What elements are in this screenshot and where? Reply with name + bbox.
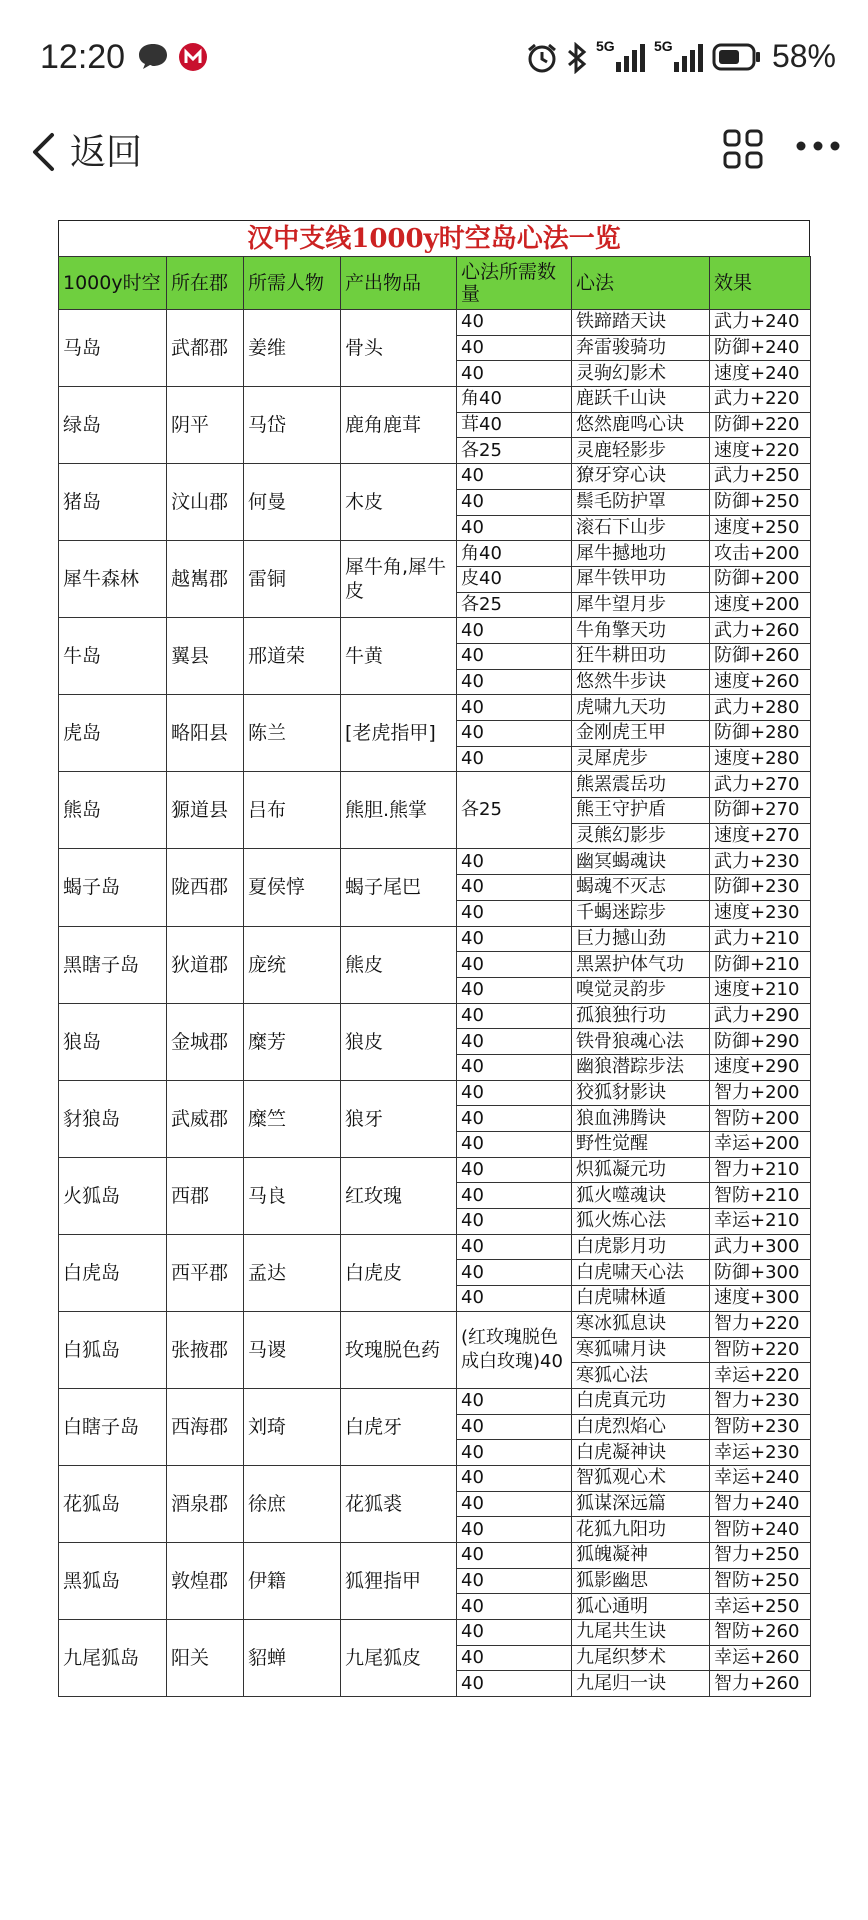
effect-cell: 智防+220 bbox=[710, 1337, 811, 1363]
quantity-cell: 40 bbox=[457, 1645, 572, 1671]
effect-cell: 武力+230 bbox=[710, 849, 811, 875]
table-row bbox=[59, 849, 811, 875]
skill-cell: 白虎凝神诀 bbox=[572, 1440, 710, 1466]
effect-cell: 防御+280 bbox=[710, 721, 811, 747]
skill-cell: 狂牛耕田功 bbox=[572, 643, 710, 669]
island-cell: 猪岛 bbox=[59, 464, 167, 541]
skill-cell: 犀牛撼地功 bbox=[572, 541, 710, 567]
quantity-cell: 40 bbox=[457, 1234, 572, 1260]
effect-cell: 防御+230 bbox=[710, 875, 811, 901]
quantity-cell: 40 bbox=[457, 361, 572, 387]
person-cell: 马谡 bbox=[244, 1311, 341, 1388]
bluetooth-icon bbox=[566, 42, 588, 74]
table-header-row bbox=[59, 257, 811, 310]
item-cell: 木皮 bbox=[341, 464, 457, 541]
county-cell: 翼县 bbox=[167, 618, 244, 695]
person-cell: 吕布 bbox=[244, 772, 341, 849]
skill-cell: 寒狐啸月诀 bbox=[572, 1337, 710, 1363]
effect-cell: 速度+230 bbox=[710, 900, 811, 926]
county-cell: 越嶲郡 bbox=[167, 541, 244, 618]
item-cell: 狼牙 bbox=[341, 1080, 457, 1157]
skill-cell: 花狐九阳功 bbox=[572, 1517, 710, 1543]
table-row bbox=[59, 618, 811, 644]
table-row bbox=[59, 1003, 811, 1029]
table-row bbox=[59, 1311, 811, 1337]
quantity-cell: 40 bbox=[457, 1440, 572, 1466]
skill-cell: 奔雷骏骑功 bbox=[572, 335, 710, 361]
table-row bbox=[59, 1234, 811, 1260]
mini-program-icon[interactable] bbox=[722, 128, 764, 170]
quantity-cell: 40 bbox=[457, 926, 572, 952]
item-cell: 牛黄 bbox=[341, 618, 457, 695]
battery-icon bbox=[712, 42, 762, 72]
county-cell: 敦煌郡 bbox=[167, 1543, 244, 1620]
island-cell: 花狐岛 bbox=[59, 1465, 167, 1542]
table-row bbox=[59, 695, 811, 721]
person-cell: 雷铜 bbox=[244, 541, 341, 618]
quantity-cell: 40 bbox=[457, 1620, 572, 1646]
effect-cell: 速度+240 bbox=[710, 361, 811, 387]
skill-cell: 灵驹幻影术 bbox=[572, 361, 710, 387]
quantity-cell: 40 bbox=[457, 1209, 572, 1235]
table-row bbox=[59, 772, 811, 798]
quantity-cell: 40 bbox=[457, 1132, 572, 1158]
quantity-cell: 40 bbox=[457, 1517, 572, 1543]
skill-cell: 熊王守护盾 bbox=[572, 798, 710, 824]
skill-cell: 寒冰狐息诀 bbox=[572, 1311, 710, 1337]
county-cell: 汶山郡 bbox=[167, 464, 244, 541]
county-cell: 狄道郡 bbox=[167, 926, 244, 1003]
header-county: 所在郡 bbox=[167, 257, 244, 310]
effect-cell: 速度+300 bbox=[710, 1286, 811, 1312]
skill-cell: 白虎影月功 bbox=[572, 1234, 710, 1260]
island-cell: 豺狼岛 bbox=[59, 1080, 167, 1157]
effect-cell: 智防+210 bbox=[710, 1183, 811, 1209]
quantity-cell: 40 bbox=[457, 1414, 572, 1440]
effect-cell: 防御+290 bbox=[710, 1029, 811, 1055]
person-cell: 孟达 bbox=[244, 1234, 341, 1311]
skill-cell: 獠牙穿心诀 bbox=[572, 464, 710, 490]
quantity-cell: 茸40 bbox=[457, 412, 572, 438]
island-cell: 牛岛 bbox=[59, 618, 167, 695]
effect-cell: 速度+260 bbox=[710, 669, 811, 695]
quantity-cell: 角40 bbox=[457, 541, 572, 567]
skill-cell: 九尾织梦术 bbox=[572, 1645, 710, 1671]
quantity-cell: 40 bbox=[457, 618, 572, 644]
quantity-cell: 角40 bbox=[457, 387, 572, 413]
skill-cell: 狼血沸腾诀 bbox=[572, 1106, 710, 1132]
header-effect: 效果 bbox=[710, 257, 811, 310]
table-row bbox=[59, 1620, 811, 1646]
effect-cell: 速度+200 bbox=[710, 592, 811, 618]
quantity-cell: 40 bbox=[457, 1054, 572, 1080]
island-cell: 火狐岛 bbox=[59, 1157, 167, 1234]
skill-cell: 嗅觉灵韵步 bbox=[572, 977, 710, 1003]
skill-cell: 灵犀虎步 bbox=[572, 746, 710, 772]
person-cell: 邢道荣 bbox=[244, 618, 341, 695]
status-bar bbox=[0, 0, 868, 110]
effect-cell: 攻击+200 bbox=[710, 541, 811, 567]
island-cell: 狼岛 bbox=[59, 1003, 167, 1080]
effect-cell: 武力+240 bbox=[710, 310, 811, 336]
skill-cell: 黑罴护体气功 bbox=[572, 952, 710, 978]
county-cell: 陇西郡 bbox=[167, 849, 244, 926]
quantity-cell: 40 bbox=[457, 464, 572, 490]
county-cell: 酒泉郡 bbox=[167, 1465, 244, 1542]
skill-cell: 寒狐心法 bbox=[572, 1363, 710, 1389]
table-row bbox=[59, 1543, 811, 1569]
quantity-cell: 40 bbox=[457, 669, 572, 695]
skill-cell: 铁蹄踏天诀 bbox=[572, 310, 710, 336]
skill-cell: 智狐观心术 bbox=[572, 1465, 710, 1491]
quantity-cell: 40 bbox=[457, 1388, 572, 1414]
effect-cell: 智防+250 bbox=[710, 1568, 811, 1594]
skill-cell: 蝎魂不灭志 bbox=[572, 875, 710, 901]
skill-cell: 铁骨狼魂心法 bbox=[572, 1029, 710, 1055]
effect-cell: 智力+250 bbox=[710, 1543, 811, 1569]
skill-cell: 狡狐豺影诀 bbox=[572, 1080, 710, 1106]
effect-cell: 速度+290 bbox=[710, 1054, 811, 1080]
skill-cell: 九尾共生诀 bbox=[572, 1620, 710, 1646]
skill-table-image bbox=[58, 220, 810, 1697]
quantity-cell: 40 bbox=[457, 875, 572, 901]
island-cell: 马岛 bbox=[59, 310, 167, 387]
table-title: 汉中支线1000y时空岛心法一览 bbox=[58, 220, 810, 256]
item-cell: 狼皮 bbox=[341, 1003, 457, 1080]
person-cell: 陈兰 bbox=[244, 695, 341, 772]
skill-cell: 灵熊幻影步 bbox=[572, 823, 710, 849]
effect-cell: 速度+270 bbox=[710, 823, 811, 849]
skill-table bbox=[58, 256, 811, 1697]
effect-cell: 防御+240 bbox=[710, 335, 811, 361]
skill-cell: 幽冥蝎魂诀 bbox=[572, 849, 710, 875]
effect-cell: 智力+240 bbox=[710, 1491, 811, 1517]
item-cell: 熊胆.熊掌 bbox=[341, 772, 457, 849]
quantity-cell: 40 bbox=[457, 977, 572, 1003]
network-type-2: 5G bbox=[654, 38, 673, 54]
effect-cell: 防御+200 bbox=[710, 566, 811, 592]
quantity-cell: 40 bbox=[457, 1106, 572, 1132]
battery-percentage: 58% bbox=[771, 38, 836, 74]
quantity-cell: 40 bbox=[457, 1260, 572, 1286]
quantity-cell: 皮40 bbox=[457, 566, 572, 592]
skill-cell: 白虎啸林遁 bbox=[572, 1286, 710, 1312]
county-cell: 武都郡 bbox=[167, 310, 244, 387]
county-cell: 西郡 bbox=[167, 1157, 244, 1234]
item-cell: 红玫瑰 bbox=[341, 1157, 457, 1234]
island-cell: 白瞎子岛 bbox=[59, 1388, 167, 1465]
skill-cell: 狐谋深远篇 bbox=[572, 1491, 710, 1517]
effect-cell: 智力+230 bbox=[710, 1388, 811, 1414]
header-quantity: 心法所需数量 bbox=[457, 257, 572, 310]
skill-cell: 金刚虎王甲 bbox=[572, 721, 710, 747]
skill-cell: 孤狼独行功 bbox=[572, 1003, 710, 1029]
quantity-cell: 40 bbox=[457, 643, 572, 669]
skill-cell: 悠然鹿鸣心诀 bbox=[572, 412, 710, 438]
item-cell: 花狐裘 bbox=[341, 1465, 457, 1542]
skill-cell: 千蝎迷踪步 bbox=[572, 900, 710, 926]
skill-cell: 犀牛望月步 bbox=[572, 592, 710, 618]
table-row bbox=[59, 1388, 811, 1414]
effect-cell: 武力+270 bbox=[710, 772, 811, 798]
effect-cell: 幸运+200 bbox=[710, 1132, 811, 1158]
effect-cell: 智力+210 bbox=[710, 1157, 811, 1183]
quantity-cell: 40 bbox=[457, 310, 572, 336]
island-cell: 九尾狐岛 bbox=[59, 1620, 167, 1697]
quantity-cell: (红玫瑰脱色成白玫瑰)40 bbox=[457, 1311, 572, 1388]
island-cell: 白虎岛 bbox=[59, 1234, 167, 1311]
skill-cell: 鹿跃千山诀 bbox=[572, 387, 710, 413]
skill-cell: 狐心通明 bbox=[572, 1594, 710, 1620]
quantity-cell: 40 bbox=[457, 1157, 572, 1183]
effect-cell: 幸运+250 bbox=[710, 1594, 811, 1620]
effect-cell: 幸运+210 bbox=[710, 1209, 811, 1235]
effect-cell: 武力+250 bbox=[710, 464, 811, 490]
quantity-cell: 40 bbox=[457, 952, 572, 978]
person-cell: 马良 bbox=[244, 1157, 341, 1234]
skill-cell: 白虎真元功 bbox=[572, 1388, 710, 1414]
county-cell: 略阳县 bbox=[167, 695, 244, 772]
effect-cell: 防御+260 bbox=[710, 643, 811, 669]
effect-cell: 武力+280 bbox=[710, 695, 811, 721]
signal-icon-1 bbox=[614, 42, 648, 72]
person-cell: 庞统 bbox=[244, 926, 341, 1003]
quantity-cell: 40 bbox=[457, 695, 572, 721]
person-cell: 姜维 bbox=[244, 310, 341, 387]
skill-cell: 炽狐凝元功 bbox=[572, 1157, 710, 1183]
person-cell: 糜芳 bbox=[244, 1003, 341, 1080]
item-cell: 玫瑰脱色药 bbox=[341, 1311, 457, 1388]
message-icon bbox=[138, 42, 168, 70]
effect-cell: 武力+210 bbox=[710, 926, 811, 952]
quantity-cell: 40 bbox=[457, 1543, 572, 1569]
skill-cell: 熊罴震岳功 bbox=[572, 772, 710, 798]
item-cell: 九尾狐皮 bbox=[341, 1620, 457, 1697]
quantity-cell: 40 bbox=[457, 1286, 572, 1312]
item-cell: 狐狸指甲 bbox=[341, 1543, 457, 1620]
table-row bbox=[59, 387, 811, 413]
item-cell: 熊皮 bbox=[341, 926, 457, 1003]
county-cell: 张掖郡 bbox=[167, 1311, 244, 1388]
effect-cell: 防御+220 bbox=[710, 412, 811, 438]
skill-cell: 白虎烈焰心 bbox=[572, 1414, 710, 1440]
nav-bar bbox=[0, 110, 868, 190]
skill-cell: 狐火噬魂诀 bbox=[572, 1183, 710, 1209]
quantity-cell: 40 bbox=[457, 335, 572, 361]
county-cell: 西平郡 bbox=[167, 1234, 244, 1311]
skill-cell: 牛角擎天功 bbox=[572, 618, 710, 644]
effect-cell: 幸运+240 bbox=[710, 1465, 811, 1491]
header-island: 1000y时空 bbox=[59, 257, 167, 310]
person-cell: 糜竺 bbox=[244, 1080, 341, 1157]
table-row bbox=[59, 926, 811, 952]
skill-cell: 野性觉醒 bbox=[572, 1132, 710, 1158]
effect-cell: 防御+270 bbox=[710, 798, 811, 824]
county-cell: 阳关 bbox=[167, 1620, 244, 1697]
island-cell: 蝎子岛 bbox=[59, 849, 167, 926]
county-cell: 西海郡 bbox=[167, 1388, 244, 1465]
item-cell: 鹿角鹿茸 bbox=[341, 387, 457, 464]
county-cell: 武威郡 bbox=[167, 1080, 244, 1157]
effect-cell: 智力+200 bbox=[710, 1080, 811, 1106]
header-item: 产出物品 bbox=[341, 257, 457, 310]
quantity-cell: 40 bbox=[457, 1080, 572, 1106]
effect-cell: 武力+260 bbox=[710, 618, 811, 644]
network-type-1: 5G bbox=[596, 38, 615, 54]
island-cell: 黑狐岛 bbox=[59, 1543, 167, 1620]
person-cell: 貂蝉 bbox=[244, 1620, 341, 1697]
effect-cell: 防御+300 bbox=[710, 1260, 811, 1286]
quantity-cell: 各25 bbox=[457, 772, 572, 849]
effect-cell: 防御+210 bbox=[710, 952, 811, 978]
quantity-cell: 40 bbox=[457, 900, 572, 926]
island-cell: 虎岛 bbox=[59, 695, 167, 772]
quantity-cell: 40 bbox=[457, 721, 572, 747]
table-body bbox=[59, 310, 811, 1697]
item-cell: [老虎指甲] bbox=[341, 695, 457, 772]
effect-cell: 智防+230 bbox=[710, 1414, 811, 1440]
table-row bbox=[59, 1157, 811, 1183]
item-cell: 骨头 bbox=[341, 310, 457, 387]
quantity-cell: 40 bbox=[457, 1594, 572, 1620]
person-cell: 刘琦 bbox=[244, 1388, 341, 1465]
header-person: 所需人物 bbox=[244, 257, 341, 310]
quantity-cell: 40 bbox=[457, 1003, 572, 1029]
table-row bbox=[59, 541, 811, 567]
status-time: 12:20 bbox=[40, 38, 126, 76]
skill-cell: 悠然牛步诀 bbox=[572, 669, 710, 695]
skill-cell: 狐火炼心法 bbox=[572, 1209, 710, 1235]
effect-cell: 速度+210 bbox=[710, 977, 811, 1003]
quantity-cell: 40 bbox=[457, 1568, 572, 1594]
skill-cell: 滚石下山步 bbox=[572, 515, 710, 541]
effect-cell: 智防+240 bbox=[710, 1517, 811, 1543]
island-cell: 熊岛 bbox=[59, 772, 167, 849]
person-cell: 夏侯惇 bbox=[244, 849, 341, 926]
effect-cell: 幸运+230 bbox=[710, 1440, 811, 1466]
island-cell: 犀牛森林 bbox=[59, 541, 167, 618]
effect-cell: 速度+280 bbox=[710, 746, 811, 772]
quantity-cell: 各25 bbox=[457, 592, 572, 618]
skill-cell: 狐魄凝神 bbox=[572, 1543, 710, 1569]
county-cell: 金城郡 bbox=[167, 1003, 244, 1080]
effect-cell: 幸运+260 bbox=[710, 1645, 811, 1671]
person-cell: 何曼 bbox=[244, 464, 341, 541]
effect-cell: 武力+300 bbox=[710, 1234, 811, 1260]
header-skill: 心法 bbox=[572, 257, 710, 310]
skill-cell: 犀牛铁甲功 bbox=[572, 566, 710, 592]
quantity-cell: 40 bbox=[457, 1183, 572, 1209]
signal-icon-2 bbox=[672, 42, 706, 72]
skill-cell: 幽狼潜踪步法 bbox=[572, 1054, 710, 1080]
effect-cell: 智防+200 bbox=[710, 1106, 811, 1132]
person-cell: 徐庶 bbox=[244, 1465, 341, 1542]
person-cell: 马岱 bbox=[244, 387, 341, 464]
item-cell: 犀牛角,犀牛皮 bbox=[341, 541, 457, 618]
effect-cell: 速度+220 bbox=[710, 438, 811, 464]
quantity-cell: 40 bbox=[457, 849, 572, 875]
effect-cell: 速度+250 bbox=[710, 515, 811, 541]
effect-cell: 幸运+220 bbox=[710, 1363, 811, 1389]
quantity-cell: 40 bbox=[457, 1671, 572, 1697]
quantity-cell: 40 bbox=[457, 489, 572, 515]
skill-cell: 狐影幽思 bbox=[572, 1568, 710, 1594]
county-cell: 獂道县 bbox=[167, 772, 244, 849]
effect-cell: 智防+260 bbox=[710, 1620, 811, 1646]
quantity-cell: 40 bbox=[457, 515, 572, 541]
island-cell: 绿岛 bbox=[59, 387, 167, 464]
county-cell: 阴平 bbox=[167, 387, 244, 464]
person-cell: 伊籍 bbox=[244, 1543, 341, 1620]
bank-app-icon bbox=[178, 42, 208, 72]
island-cell: 黑瞎子岛 bbox=[59, 926, 167, 1003]
item-cell: 蝎子尾巴 bbox=[341, 849, 457, 926]
table-row bbox=[59, 1080, 811, 1106]
table-row bbox=[59, 464, 811, 490]
island-cell: 白狐岛 bbox=[59, 1311, 167, 1388]
skill-cell: 白虎啸天心法 bbox=[572, 1260, 710, 1286]
quantity-cell: 40 bbox=[457, 1491, 572, 1517]
table-row bbox=[59, 310, 811, 336]
table-row bbox=[59, 1465, 811, 1491]
effect-cell: 智力+260 bbox=[710, 1671, 811, 1697]
quantity-cell: 40 bbox=[457, 1029, 572, 1055]
quantity-cell: 40 bbox=[457, 746, 572, 772]
skill-cell: 九尾归一诀 bbox=[572, 1671, 710, 1697]
item-cell: 白虎牙 bbox=[341, 1388, 457, 1465]
effect-cell: 武力+220 bbox=[710, 387, 811, 413]
effect-cell: 防御+250 bbox=[710, 489, 811, 515]
effect-cell: 武力+290 bbox=[710, 1003, 811, 1029]
more-options-icon[interactable] bbox=[796, 140, 840, 152]
skill-cell: 虎啸九天功 bbox=[572, 695, 710, 721]
chevron-left-icon bbox=[30, 132, 56, 172]
quantity-cell: 40 bbox=[457, 1465, 572, 1491]
item-cell: 白虎皮 bbox=[341, 1234, 457, 1311]
skill-cell: 巨力撼山劲 bbox=[572, 926, 710, 952]
skill-cell: 灵鹿轻影步 bbox=[572, 438, 710, 464]
skill-cell: 鬃毛防护罩 bbox=[572, 489, 710, 515]
effect-cell: 智力+220 bbox=[710, 1311, 811, 1337]
back-label[interactable]: 返回 bbox=[70, 132, 143, 173]
quantity-cell: 各25 bbox=[457, 438, 572, 464]
alarm-icon bbox=[525, 42, 559, 74]
